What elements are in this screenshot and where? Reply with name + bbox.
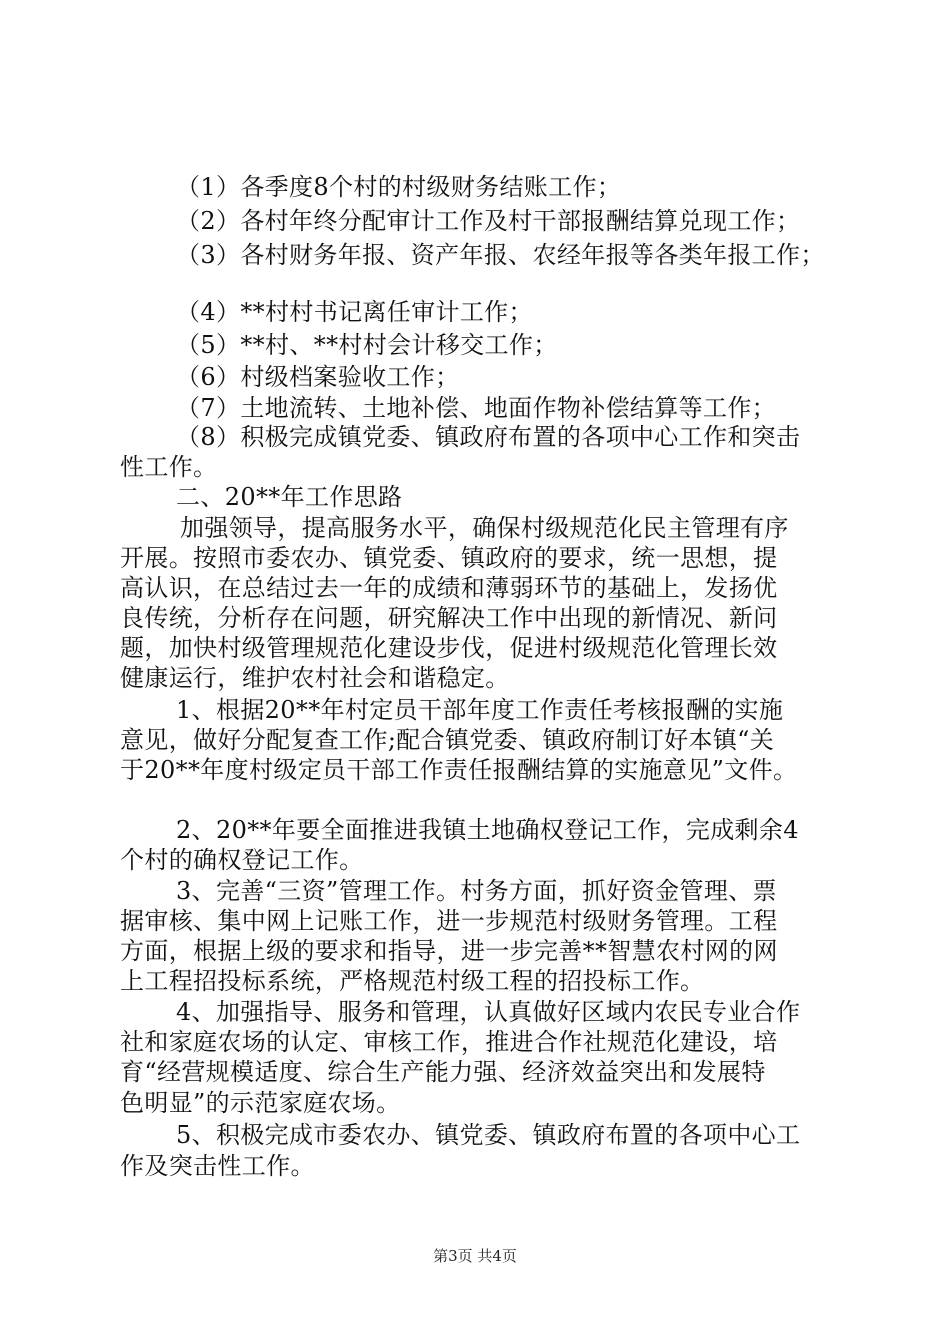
- list-item-3: （3）各村财务年报、资产年报、农经年报等各类年报工作；: [176, 241, 825, 269]
- paragraph-line: 1、根据20**年村定员干部年度工作责任考核报酬的实施: [176, 696, 784, 724]
- paragraph-line: 高认识，在总结过去一年的成绩和薄弱环节的基础上，发扬优: [120, 574, 778, 602]
- paragraph-line: 于20**年度村级定员干部工作责任报酬结算的实施意见”文件。: [120, 756, 798, 784]
- list-item-4: （4）**村村书记离任审计工作；: [176, 298, 533, 326]
- list-item-8-continued: 性工作。: [120, 453, 218, 481]
- paragraph-line: 加强领导，提高服务水平，确保村级规范化民主管理有序: [180, 514, 789, 542]
- paragraph-line: 社和家庭农场的认定、审核工作，推进合作社规范化建设，培: [120, 1028, 778, 1056]
- list-item-1: （1）各季度8个村的村级财务结账工作；: [176, 173, 622, 201]
- paragraph-line: 个村的确权登记工作。: [120, 846, 364, 874]
- paragraph-line: 5、积极完成市委农办、镇党委、镇政府布置的各项中心工: [176, 1121, 801, 1149]
- paragraph-line: 2、20**年要全面推进我镇土地确权登记工作，完成剩余4: [176, 816, 799, 844]
- paragraph-line: 4、加强指导、服务和管理，认真做好区域内农民专业合作: [176, 998, 801, 1026]
- section-heading: 二、20**年工作思路: [176, 483, 403, 511]
- paragraph-line: 开展。按照市委农办、镇党委、镇政府的要求，统一思想，提: [120, 544, 778, 572]
- list-item-7: （7）土地流转、土地补偿、地面作物补偿结算等工作；: [176, 394, 777, 422]
- paragraph-line: 良传统，分析存在问题，研究解决工作中出现的新情况、新问: [120, 604, 778, 632]
- paragraph-line: 意见，做好分配复查工作;配合镇党委、镇政府制订好本镇“关: [120, 726, 775, 754]
- paragraph-line: 上工程招投标系统，严格规范村级工程的招投标工作。: [120, 967, 705, 995]
- page-footer: 第3页 共4页: [433, 1247, 517, 1265]
- paragraph-line: 色明显”的示范家庭农场。: [120, 1089, 401, 1117]
- list-item-2: （2）各村年终分配审计工作及村干部报酬结算兑现工作；: [176, 207, 801, 235]
- paragraph-line: 方面，根据上级的要求和指导，进一步完善**智慧农村网的网: [120, 937, 778, 965]
- paragraph-line: 题，加快村级管理规范化建设步伐，促进村级规范化管理长效: [120, 634, 778, 662]
- paragraph-line: 育“经营规模适度、综合生产能力强、经济效益突出和发展特: [120, 1058, 766, 1086]
- paragraph-line: 3、完善“三资”管理工作。村务方面，抓好资金管理、票: [176, 877, 777, 905]
- list-item-5: （5）**村、**村村会计移交工作；: [176, 331, 558, 359]
- paragraph-line: 据审核、集中网上记账工作，进一步规范村级财务管理。工程: [120, 907, 778, 935]
- list-item-6: （6）村级档案验收工作；: [176, 363, 460, 391]
- paragraph-line: 健康运行，维护农村社会和谐稳定。: [120, 664, 510, 692]
- paragraph-line: 作及突击性工作。: [120, 1152, 315, 1180]
- list-item-8: （8）积极完成镇党委、镇政府布置的各项中心工作和突击: [176, 423, 801, 451]
